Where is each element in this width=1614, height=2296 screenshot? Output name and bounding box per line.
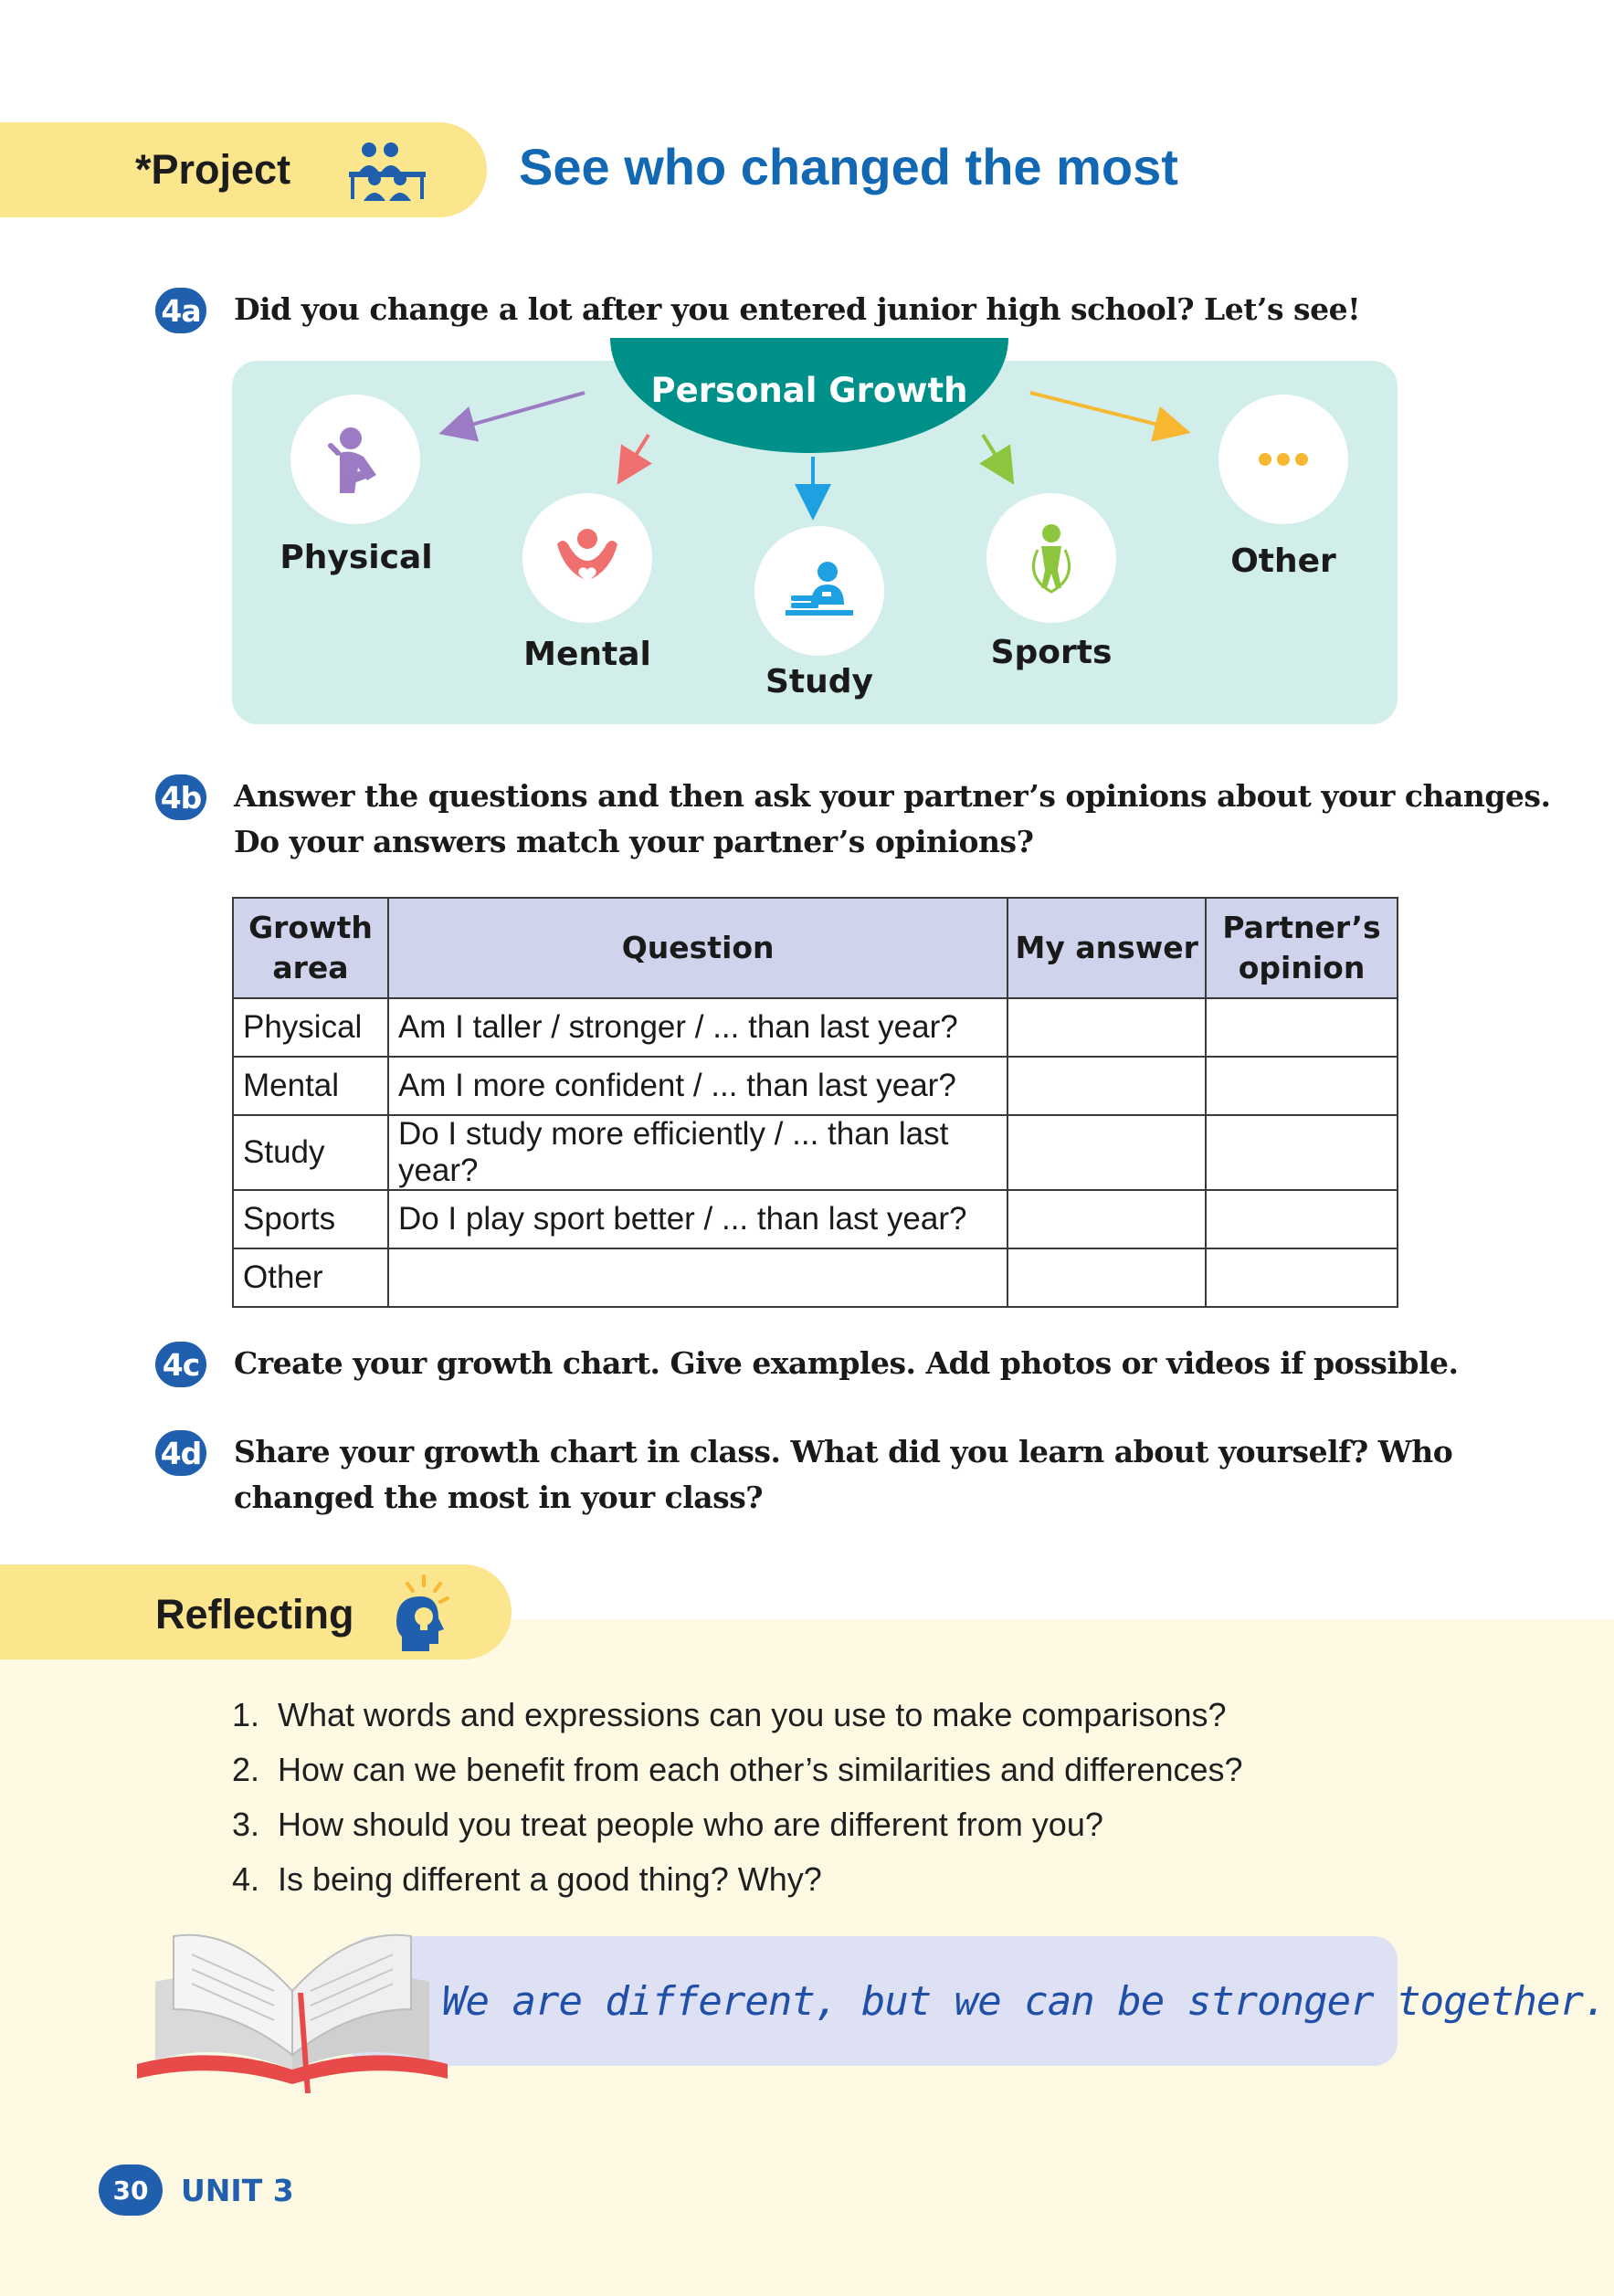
question-number: 4.	[232, 1860, 260, 1898]
question-number: 3.	[232, 1806, 260, 1843]
task-4d-instruction-line2: changed the most in your class?	[234, 1480, 764, 1515]
question-text: How can we benefit from each other’s similarities and differences?	[278, 1751, 1243, 1788]
question-number: 2.	[232, 1751, 260, 1788]
quote-text: We are different, but we can be stronger together.	[442, 1978, 1607, 2025]
cell-my-answer[interactable]	[1007, 1190, 1206, 1248]
table-row	[233, 1248, 1398, 1307]
task-badge-4c: 4c	[155, 1342, 206, 1387]
table-header-row	[233, 898, 1398, 998]
lightbulb-head-icon	[393, 1573, 453, 1651]
sports-circle	[986, 493, 1116, 623]
cell-area: Physical	[233, 998, 388, 1057]
question-text: What words and expressions can you use to make comparisons?	[278, 1696, 1227, 1733]
mental-circle	[522, 493, 652, 623]
category-label-sports: Sports	[990, 634, 1113, 671]
cell-partner-opinion[interactable]	[1206, 1115, 1398, 1190]
task-badge-4b: 4b	[155, 774, 206, 820]
task-4d-instruction-line1: Share your growth chart in class. What did you learn about yourself? Who	[234, 1434, 1453, 1469]
list-item	[232, 1688, 1243, 1743]
task-4b-instruction-line1: Answer the questions and then ask your partner’s opinions about your changes.	[234, 778, 1551, 814]
task-badge-4d: 4d	[155, 1430, 206, 1476]
cell-partner-opinion[interactable]	[1206, 1190, 1398, 1248]
header-question: Question	[388, 898, 1007, 998]
cell-my-answer[interactable]	[1007, 1115, 1206, 1190]
table-row	[233, 1190, 1398, 1248]
category-label-physical: Physical	[280, 539, 433, 576]
study-desk-icon	[778, 550, 860, 632]
cell-my-answer[interactable]	[1007, 1248, 1206, 1307]
list-item	[232, 1743, 1243, 1797]
table-row	[233, 998, 1398, 1057]
header-my-answer: My answer	[1007, 898, 1206, 998]
header-growth-area-line2: area	[272, 950, 349, 985]
cell-area: Mental	[233, 1057, 388, 1115]
cell-question: Am I taller / stronger / ... than last year?	[388, 998, 1007, 1057]
cell-partner-opinion[interactable]	[1206, 1057, 1398, 1115]
table-row	[233, 1057, 1398, 1115]
header-partner-line2: opinion	[1238, 950, 1366, 985]
category-label-other: Other	[1230, 542, 1336, 580]
task-4a-instruction: Did you change a lot after you entered junior high school? Let’s see!	[234, 291, 1361, 327]
cell-area: Sports	[233, 1190, 388, 1248]
project-label: *Project	[135, 146, 291, 193]
growth-table	[232, 897, 1398, 1308]
physical-circle	[290, 395, 420, 524]
ellipsis-icon	[1242, 418, 1324, 500]
header-partner-opinion	[1206, 898, 1398, 998]
study-circle	[754, 526, 884, 656]
mental-heart-icon	[546, 517, 628, 599]
cell-question: Am I more confident / ... than last year?	[388, 1057, 1007, 1115]
reflection-questions	[232, 1688, 1243, 1907]
cell-question: Do I play sport better / ... than last year?	[388, 1190, 1007, 1248]
category-label-mental: Mental	[523, 636, 651, 673]
cell-my-answer[interactable]	[1007, 1057, 1206, 1115]
personal-growth-title: Personal Growth	[650, 371, 968, 410]
other-circle	[1218, 395, 1348, 524]
open-book-icon	[137, 1909, 448, 2101]
reflecting-label: Reflecting	[155, 1591, 354, 1638]
cell-my-answer[interactable]	[1007, 998, 1206, 1057]
group-discussion-icon	[345, 137, 429, 203]
cell-area: Other	[233, 1248, 388, 1307]
task-4c-instruction: Create your growth chart. Give examples. Add photos or videos if possible.	[234, 1345, 1459, 1381]
header-growth-area-line1: Growth	[248, 910, 373, 945]
cell-question: Do I study more efficiently / ... than last year?	[388, 1115, 1007, 1190]
question-text: Is being different a good thing? Why?	[278, 1860, 822, 1898]
question-text: How should you treat people who are different from you?	[278, 1806, 1103, 1843]
page-title: See who changed the most	[519, 138, 1178, 195]
cell-partner-opinion[interactable]	[1206, 998, 1398, 1057]
cell-partner-opinion[interactable]	[1206, 1248, 1398, 1307]
header-partner-line1: Partner’s	[1222, 910, 1381, 945]
page-number: 30	[99, 2164, 163, 2216]
table-row	[233, 1115, 1398, 1190]
list-item	[232, 1797, 1243, 1852]
unit-label: UNIT 3	[181, 2173, 294, 2208]
jump-rope-icon	[1010, 517, 1092, 599]
category-label-study: Study	[765, 663, 873, 700]
header-growth-area	[233, 898, 388, 998]
list-item	[232, 1852, 1243, 1907]
question-number: 1.	[232, 1696, 260, 1733]
physical-growth-icon	[314, 418, 396, 500]
cell-area: Study	[233, 1115, 388, 1190]
task-4b-instruction-line2: Do your answers match your partner’s opinions?	[234, 824, 1034, 859]
task-badge-4a: 4a	[155, 288, 206, 333]
cell-question[interactable]	[388, 1248, 1007, 1307]
